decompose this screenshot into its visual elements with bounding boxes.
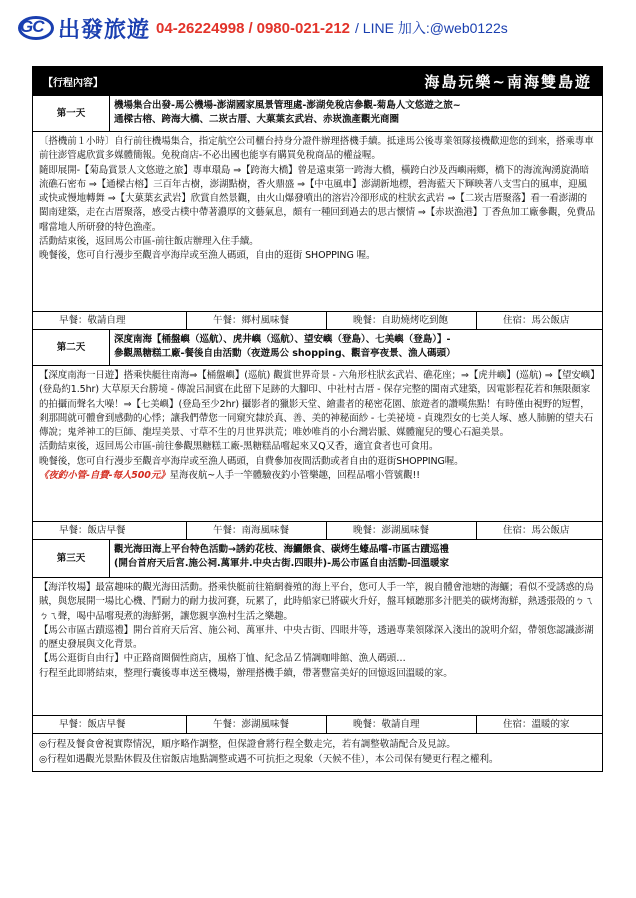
- company-name: 出發旅遊: [58, 17, 151, 43]
- day-3-description: [33, 577, 602, 715]
- day-2-header: [33, 329, 602, 365]
- day-3-header: [33, 539, 602, 577]
- dinner: 晚餐：自助燒烤吃到飽: [327, 312, 477, 329]
- day-label: 第二天: [33, 330, 110, 365]
- itinerary-title-bar: [33, 67, 602, 95]
- page-header: [16, 12, 620, 44]
- breakfast: 早餐：飯店早餐: [33, 522, 187, 539]
- dinner: 晚餐：澎湖風味餐: [327, 522, 477, 539]
- paragraph: 【深度南海一日遊】搭乘快艇往南海⇒【桶盤嶼】(巡航) 觀賞世界奇景 - 六角形柱狀玄武岩、礁花座；⇒【虎井嶼】(巡航) ⇒【望安嶼】(登島約1.5hr) 大草原天台勝境 - 傳說呂洞賓在此留下足跡的大腳印、中社村古厝 - 保存完整的閩南式建築，因電影程花若和無限顏家的拍攝而聲名大噪！⇒【七美嶼】(登島至少2hr) 攝影者的獵影天堂、繪畫者的秘密花園、旅遊者的讚嘆焦點！有時僅由視野的短暫，剎那間就可體會到感動的心悸；讓我們帶您一同窺究隸於真、善、美的神秘面紗 - 七美祕境 - 貞瑰烈女的七美人塚、感人肺腑的望夫石傳說；鬼斧神工的巨師、龍埕美景、寸草不生的月世界洪荒；唯妙唯肖的小台灣岩脈、媒體寵兒的雙心石滬美景。: [39, 370, 595, 439]
- accommodation: 住宿：溫暖的家: [503, 718, 570, 730]
- note: ◎行程如遇觀光景點休假及住宿飯店地點調整或遇不可抗拒之現象（天候不佳），本公司保有變更行程之權利。: [39, 754, 499, 765]
- day-label: 第三天: [33, 540, 110, 577]
- highlight-line: [39, 469, 596, 483]
- lunch: 午餐：南海風味餐: [187, 522, 327, 539]
- separator: /: [248, 19, 253, 37]
- phone-number-1: 04-26224998: [156, 19, 245, 37]
- section-label: 【行程內容】: [43, 77, 103, 89]
- logo-badge-icon: GC: [16, 15, 56, 41]
- dinner: 晚餐：敬請自理: [327, 716, 477, 733]
- paragraph: 【馬公市區古蹟巡禮】開台首府天后宮、施公祠、萬軍井、中央古街、四眼井等，透過專業領隊深入淺出的說明介紹，帶領您認識澎湖的歷史發展與文化背景。: [39, 624, 594, 651]
- accommodation: 住宿：馬公飯店: [503, 524, 570, 536]
- day-2-description: [33, 365, 602, 521]
- note: ◎行程及餐食會視實際情況，順序略作調整，但保證會將行程全數走完，若有調整敬請配合及見諒。: [39, 739, 456, 750]
- highlight-detail: 星海夜航~人手一竿體驗夜釣小管樂趣，回程品嚐小管號觀!!: [169, 470, 420, 482]
- day-3-meals: [33, 715, 602, 733]
- night-squid-fishing-option: 《夜釣小管-自費-每人500元》: [39, 470, 170, 482]
- day-title: 觀光海田海上平台特色活動→誘釣花枝、海鱺餵食、碳烤生蠔品嚐-市區古蹟巡禮 (開台首府天后宮.施公祠.萬軍井.中央古街.四眼井)-馬公市區自由活動-回溫暖家: [114, 544, 450, 569]
- day-title: 深度南海【桶盤嶼（巡航）、虎井嶼（巡航）、望安嶼（登島）、七美嶼（登島）】- 參觀黑糖糕工廠-餐後自由活動（夜遊馬公 shopping、觀音亭夜景、漁人碼頭）: [114, 334, 456, 359]
- paragraph: 【海洋牧場】最富趣味的觀光海田活動。搭乘快艇前往箱網養殖的海上平台，您可人手一竿，親自體會池塘的海鱺；看似不受誘惑的烏賊，與您展開一場比心機、鬥耐力的耐力拔河賽，玩累了，此時船家已將碳火升好，盤耳傾聽那多汁肥美的碳烤海鮮，熱透張殼的ㄅㄟㄅㄟ聲，喝中品嚐現煮的海鮮粥，讓您親享漁村生活之樂趣。: [39, 582, 594, 622]
- lunch: 午餐：澎湖風味餐: [187, 716, 327, 733]
- day-1-meals: [33, 311, 602, 329]
- day-2-meals: [33, 521, 602, 539]
- day-title: 機場集合出發-馬公機場-澎湖國家風景管理處-澎湖免稅店參觀-菊島人文悠遊之旅~ 通樑古榕、跨海大橋、二崁古厝、大菓葉玄武岩、赤崁漁產觀光商圈: [114, 100, 461, 125]
- day-1-description: [33, 131, 602, 311]
- paragraph: 晚餐後，您可自行漫步至觀音亭海岸或至漁人碼頭，自費參加夜間活動或者自由的逛街SHOPPING喔。: [39, 455, 464, 467]
- line-id: / LINE 加入:@web0122s: [355, 20, 508, 36]
- tour-title: 海島玩樂~南海雙島遊: [424, 72, 592, 91]
- lunch: 午餐：鄉村風味餐: [187, 312, 327, 329]
- phone-number-2: 0980-021-212: [256, 19, 351, 37]
- day-label: 第一天: [33, 96, 110, 131]
- breakfast: 早餐：敬請自理: [33, 312, 187, 329]
- breakfast: 早餐：飯店早餐: [33, 716, 187, 733]
- paragraph: 晚餐後，您可自行漫步至觀音亭海岸或至漁人碼頭，自由的逛街 SHOPPING 喔。: [39, 250, 376, 262]
- paragraph: 活動結束後，返回馬公市區-前往飯店辦理入住手續。: [39, 236, 259, 248]
- accommodation: 住宿：馬公飯店: [503, 314, 570, 326]
- itinerary-notes: [33, 733, 602, 771]
- paragraph: 隨即展開-【菊島賞景人文悠遊之旅】專車環島 ⇒【跨海大橋】曾是遠東第一跨海大橋，橫跨白沙及西嶼兩鄉，橋下的海流洶湧旋渦暗流礁石密布 ⇒【通樑古榕】三百年古樹，澎湖點樹，香火鼎盛 ⇒【中屯風車】澎湖新地標，碧海藍天下輝映著八支雪白的風車，迎風或快或慢地轉舞 ⇒【大菓葉玄武岩】欣賞自然景觀，由火山爆發噴出的溶岩冷卻形成的柱狀玄武岩 ⇒【二崁古厝聚落】看一看澎湖的閩南建築，走在古厝聚落，感受古樸中帶著濃厚的文藝氣息，頗有一種回到過去的思古懷情 ⇒【赤崁漁港】丁香魚加工廠參觀，免費品嚐當地人所研發的特色漁產。: [39, 164, 595, 233]
- itinerary-document: [32, 66, 603, 772]
- paragraph: 行程至此即將結束，整理行囊後專車送至機場，辦理搭機手續，帶著豐富美好的回憶返回溫暖的家。: [39, 667, 453, 679]
- paragraph: 【馬公逛街自由行】中正路商圈個性商店，風格丁恤、紀念品Ｚ情調咖啡館、漁人碼頭…: [39, 653, 406, 665]
- paragraph: 〔搭機前１小時〕自行前往機場集合，指定航空公司櫃台持身分證件辦理搭機手續。抵達馬公後專業領隊接機歡迎您的到來，搭乘專車前往澎管處欣賞多媒體簡報。免稅商店-不必出國也能享有購買免稅商品的權益喔。: [39, 136, 594, 162]
- day-1-header: [33, 95, 602, 131]
- company-logo: [16, 14, 150, 42]
- paragraph: 活動結束後，返回馬公市區-前往參觀黑糖糕工廠-黑糖糕品嚐起來又Q又香，適宜食者也可食用。: [39, 441, 439, 453]
